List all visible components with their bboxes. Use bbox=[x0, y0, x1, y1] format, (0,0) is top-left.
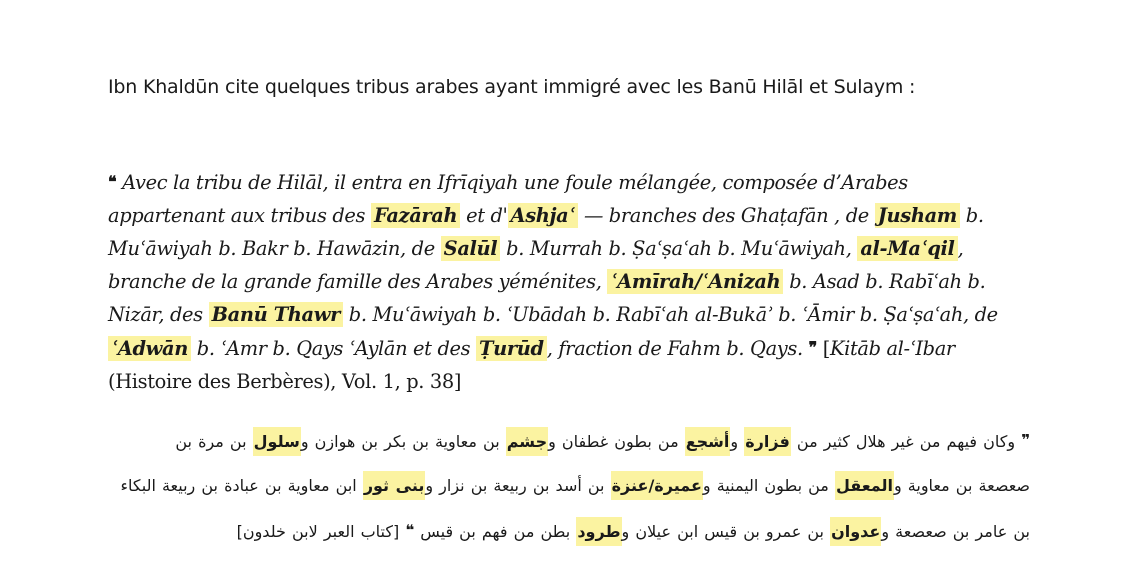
tribe-highlight: طرود bbox=[576, 517, 621, 546]
tribe-highlight: Ṭurūd bbox=[476, 336, 547, 361]
quote-text: et d' bbox=[460, 204, 508, 228]
quote-text: , branche de la grande famille des Arabes yéménites, bbox=[108, 237, 964, 294]
tribe-highlight: Salūl bbox=[441, 236, 501, 261]
tribe-highlight: أشجع bbox=[685, 427, 731, 456]
quote-text: من بطون غطفان و bbox=[548, 432, 685, 451]
open-quote-mark: ❝ bbox=[108, 172, 117, 192]
tribe-highlight: Ashjaʿ bbox=[508, 203, 579, 228]
tribe-highlight: بنى ثور bbox=[363, 471, 426, 500]
quote-text: من بطون اليمنية و bbox=[702, 476, 835, 495]
citation-title: Kitāb al-ʿIbar bbox=[829, 337, 955, 361]
quote-text: بطن من فهم بن قيس bbox=[414, 522, 577, 541]
arabic-quote bbox=[118, 418, 1030, 554]
tribe-highlight: ʿAdwān bbox=[108, 336, 191, 361]
tribe-highlight: سلول bbox=[253, 427, 301, 456]
quote-text: ابن معاوية بن عبادة بن ربيعة البكاء بن عامر بن صعصعة و bbox=[120, 476, 1030, 541]
open-quote-mark: ❞ bbox=[1021, 431, 1030, 449]
tribe-highlight: جشم bbox=[506, 427, 548, 456]
tribe-highlight: Banū Thawr bbox=[209, 302, 343, 327]
tribe-highlight: فزارة bbox=[744, 427, 791, 456]
quote-text: — branches des Ghaṭafān , de bbox=[578, 204, 875, 228]
citation-text: ( bbox=[108, 370, 116, 394]
close-quote-mark: ❝ bbox=[405, 521, 415, 539]
quote-text: بن مرة بن صعصعة بن معاوية و bbox=[175, 432, 1030, 495]
quote-text: بن معاوية بن بكر بن هوازن و bbox=[300, 432, 506, 451]
quote-text: بن عمرو بن قيس ابن عيلان و bbox=[621, 522, 831, 541]
tribe-highlight: عميرة/عنزة bbox=[611, 471, 703, 500]
intro-sentence: Ibn Khaldūn cite quelques tribus arabes ayant immigré avec les Banū Hilāl et Sulaym : bbox=[108, 76, 916, 98]
quote-text: b. Muʿāwiyah b. Bakr b. Hawāzin, de bbox=[108, 204, 984, 261]
quote-text: وكان فيهم من غير هلال كثير من bbox=[790, 432, 1022, 451]
tribe-highlight: عدوان bbox=[830, 517, 881, 546]
quote-text: b. Murrah b. Ṣaʿṣaʿah b. Muʿāwiyah, bbox=[500, 237, 858, 261]
tribe-highlight: al-Maʿqil bbox=[857, 236, 957, 261]
quote-text: و bbox=[730, 432, 745, 451]
citation-subtitle: Histoire des Berbères bbox=[115, 370, 324, 394]
quote-text: b. Asad b. Rabīʿah b. Nizār, des bbox=[108, 270, 986, 327]
tribe-highlight: ʿAmīrah/ʿAnizah bbox=[607, 269, 783, 294]
quote-text: b. Muʿāwiyah b. ʿUbādah b. Rabīʿah al-Bukāʾ b. ʿĀmir b. Ṣaʿṣaʿah, de bbox=[342, 303, 998, 327]
citation-text: ), Vol. 1, p. 38] bbox=[323, 370, 462, 394]
quote-text: Avec la tribu de Hilāl, il entra en Ifrīqiyah une foule mélangée, composée d’Arabes appartenant aux tribus des bbox=[108, 171, 908, 228]
tribe-highlight: Fazārah bbox=[371, 203, 460, 228]
french-quote bbox=[108, 165, 1018, 398]
citation-text: [كتاب العبر لابن خلدون] bbox=[236, 522, 406, 541]
quote-text: b. ʿAmr b. Qays ʿAylān et des bbox=[190, 337, 477, 361]
close-quote-mark: ❞ bbox=[808, 338, 817, 358]
tribe-highlight: المعقل bbox=[835, 471, 894, 500]
tribe-highlight: Jusham bbox=[875, 203, 960, 228]
quote-text: , fraction de Fahm b. Qays. bbox=[546, 337, 803, 361]
quote-text: بن أسد بن ربيعة بن نزار و bbox=[425, 476, 611, 495]
citation-text: [ bbox=[816, 337, 830, 361]
